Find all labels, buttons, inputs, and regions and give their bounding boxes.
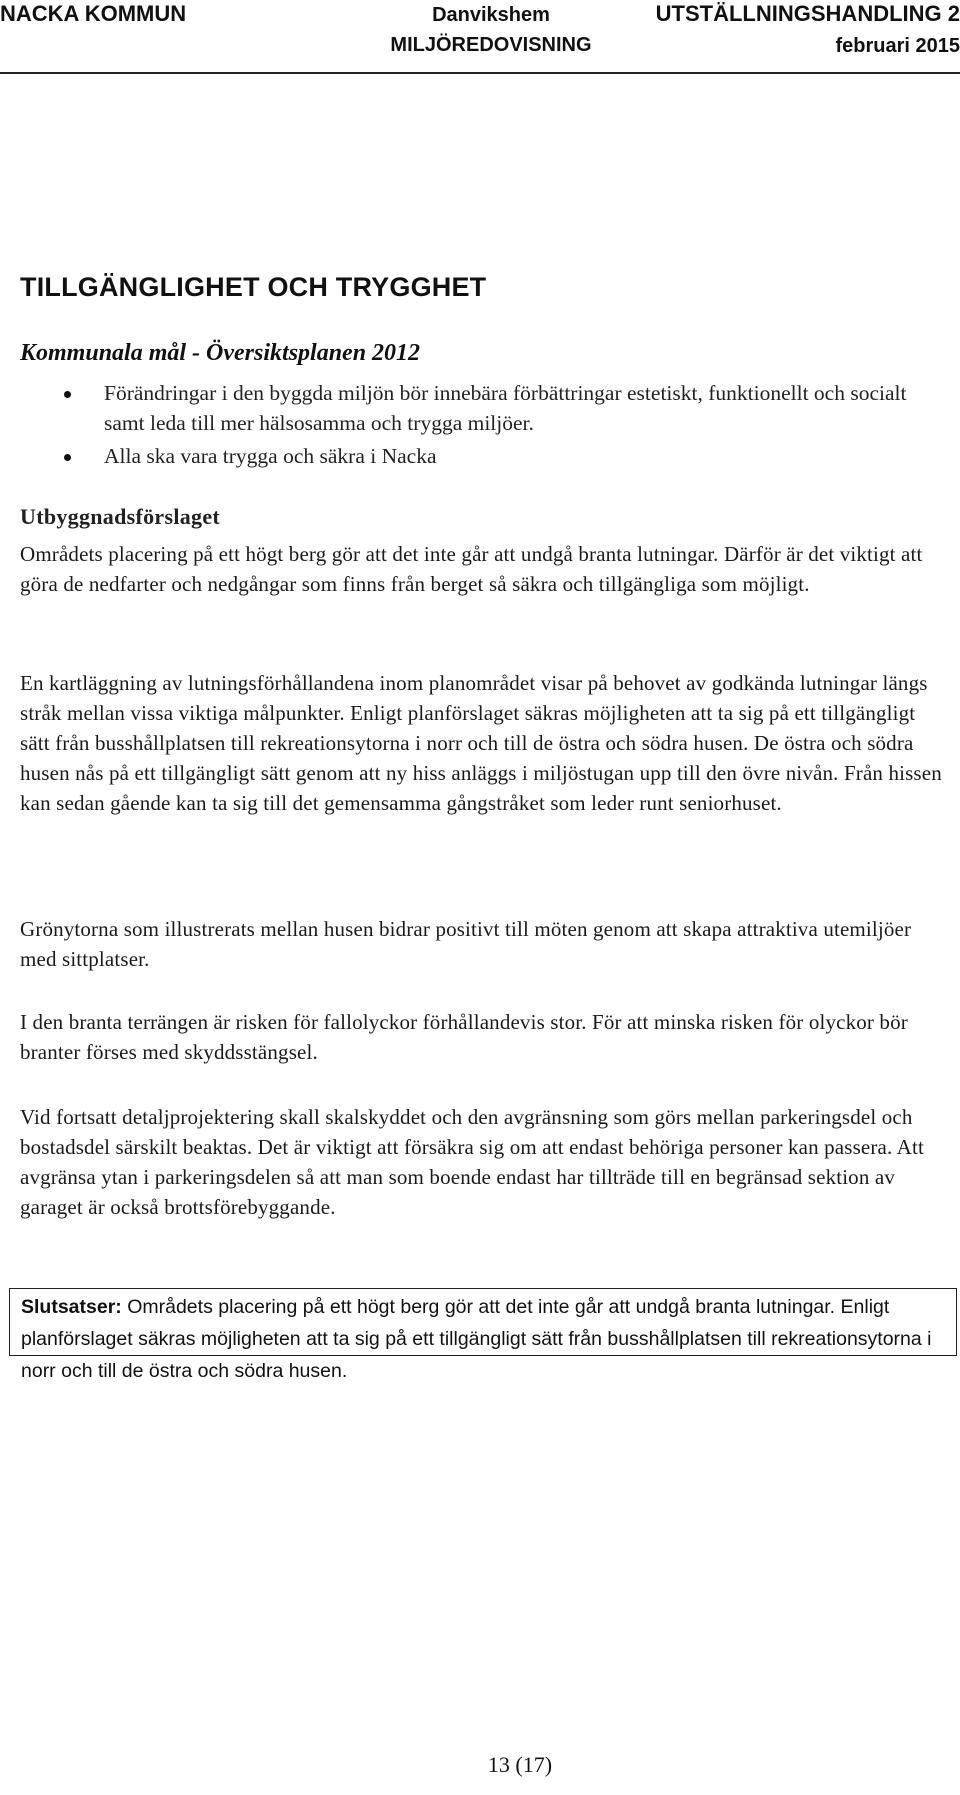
page-header [0,0,960,73]
header-center [376,0,606,60]
header-date: februari 2015 [835,35,960,57]
page-number: 13 (17) [487,1752,553,1777]
conclusion-text: Områdets placering på ett högt berg gör att det inte går att undgå branta lutningar. Enligt planförslaget säkras möjligheten att ta sig på ett tillgängligt sätt från busshållplatsen till rekreationsytorna i norr och till de östra och södra husen. [21,1296,932,1382]
goals-list [20,378,920,474]
header-doc-title: UTSTÄLLNINGSHANDLING 2 [655,1,960,26]
goal-text: Alla ska vara trygga och säkra i Nacka [104,444,437,468]
header-right [656,0,960,64]
conclusion-paragraph [21,1291,951,1387]
paragraph-slopes: Områdets placering på ett högt berg gör att det inte går att undgå branta lutningar. Därför är det viktigt att göra de nedfarter och nedgångar som finns från berget så säkra och tillgängliga som möjligt. [20,542,923,596]
paragraph-fall-risk: I den branta terrängen är risken för fallolyckor förhållandevis stor. För att minska risken för olyckor bör branter förses med skyddsstängsel. [20,1010,908,1064]
header-org: NACKA KOMMUN [0,1,187,26]
header-project: Danvikshem [432,4,550,26]
proposal-heading: Utbyggnadsförslaget [20,504,221,529]
paragraph-security: Vid fortsatt detaljprojektering skall skalskyddet och den avgränsning som görs mellan parkeringsdel och bostadsdel särskilt beaktas. Det är viktigt att försäkra sig om att endast behöriga personer kan passera. Att avgränsa ytan i parkeringsdelen så att man som boende endast har tillträde till en begränsad sektion av garaget är också brottsförebyggande. [20,1105,924,1219]
conclusion-label: Slutsatser: [21,1296,122,1318]
list-item [20,441,920,471]
header-divider [0,72,960,74]
header-doc-type: MILJÖREDOVISNING [390,34,592,56]
list-item [20,378,920,438]
goal-text: Förändringar i den byggda miljön bör innebära förbättringar estetiskt, funktionellt och socialt samt leda till mer hälsosamma och trygga miljöer. [104,381,907,435]
paragraph-green-areas: Grönytorna som illustrerats mellan husen bidrar positivt till möten genom att skapa attraktiva utemiljöer med sittplatser. [20,917,912,971]
section-title: TILLGÄNGLIGHET OCH TRYGGHET [20,272,487,302]
paragraph-survey: En kartläggning av lutningsförhållandena inom planområdet visar på behovet av godkända lutningar längs stråk mellan vissa viktiga målpunkter. Enligt planförslaget säkras möjligheten att ta sig på ett tillgängligt sätt från busshållplatsen till rekreationsytorna i norr och till de östra och södra husen. De östra och södra husen nås på ett tillgängligt sätt genom att ny hiss anläggs i miljöstugan upp till den övre nivån. Från hissen kan sedan gående kan ta sig till det gemensamma gångstråket som leder runt seniorhuset. [20,671,942,815]
goals-heading: Kommunala mål - Översiktsplanen 2012 [20,340,421,366]
conclusion-box [9,1288,957,1382]
bullet-icon [64,391,71,398]
bullet-icon [64,454,71,461]
